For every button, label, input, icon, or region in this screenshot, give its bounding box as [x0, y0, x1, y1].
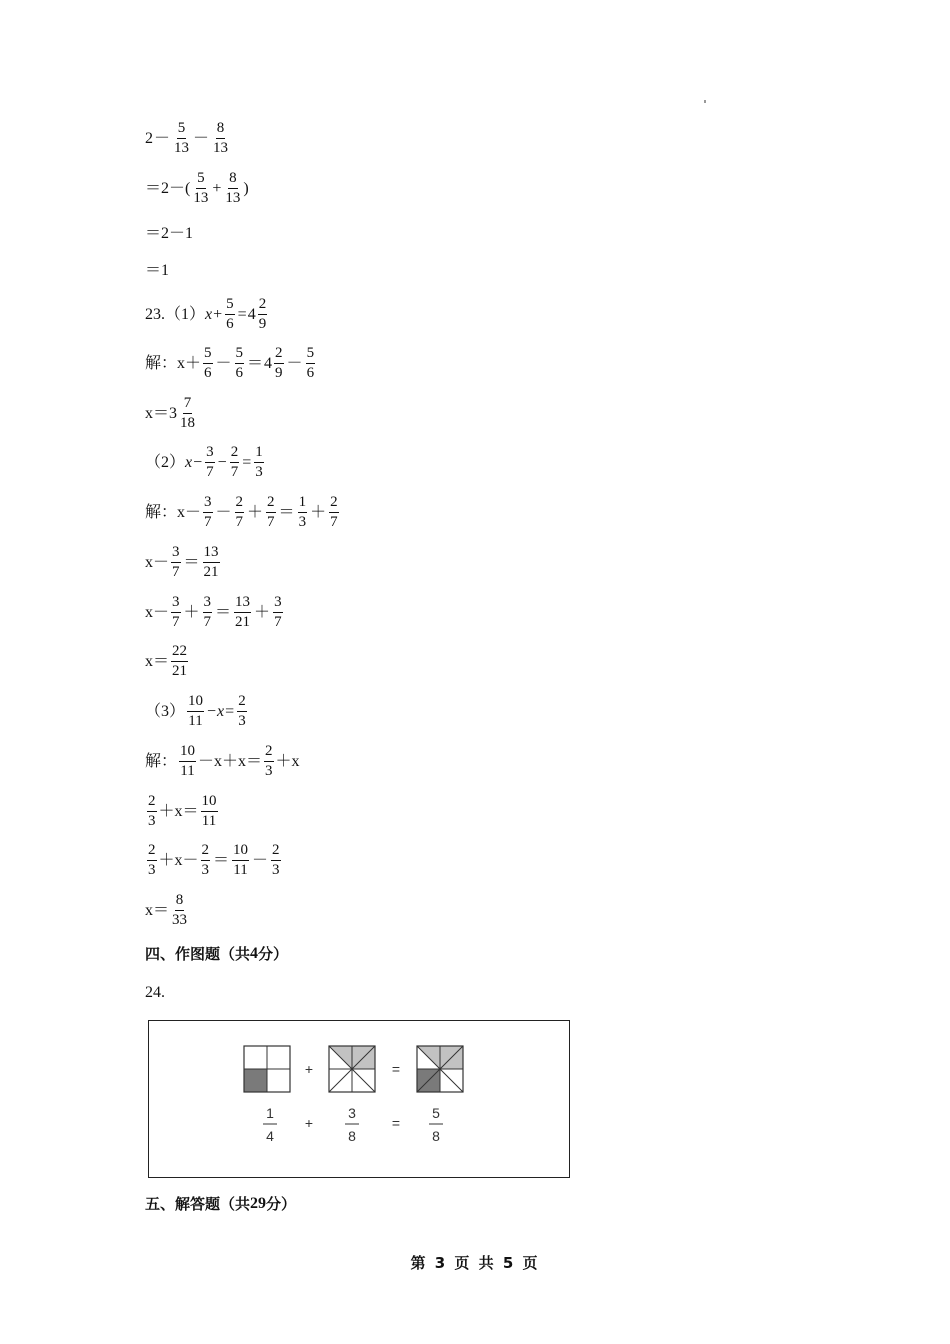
fraction: $\frac{5}{13}$ — [174, 120, 190, 156]
section-heading-answers: 五、解答题（共 29 分） — [145, 1194, 297, 1213]
q23-part2-equation: （2） x − $\frac{3}{7}$ − $\frac{2}{7}$ = $\frac{1}{3}$ — [145, 444, 263, 480]
fraction: $\frac{8}{13}$ — [213, 120, 229, 156]
q23-part3-step2: $\frac{2}{3}$ ＋x＝ $\frac{10}{11}$ — [148, 793, 217, 829]
svg-text:1: 1 — [266, 1105, 274, 1121]
q23-part2-step2: x－ $\frac{3}{7}$ ＝ $\frac{13}{21}$ — [145, 544, 219, 580]
q23-part1-step1: 解：x＋ $\frac{5}{6}$ － $\frac{5}{6}$ ＝ 4 $\frac{2}{9}$ － $\frac{5}{6}$ — [145, 345, 315, 381]
svg-text:3: 3 — [348, 1105, 356, 1121]
calc-line-3: ＝2－1 — [145, 225, 194, 242]
scan-speck — [704, 100, 706, 103]
fraction-figure-box — [148, 1020, 570, 1178]
eighths-square-three — [329, 1046, 375, 1092]
q23-part1-equation: 23.（1） x + $\frac{5}{6}$ = 4 $\frac{2}{9}$ — [145, 296, 267, 332]
page-footer: 第 3 页 共 5 页 — [410, 1254, 540, 1272]
q23-part2-step1: 解：x－ $\frac{3}{7}$ － $\frac{2}{7}$ ＋ $\frac{2}{7}$ ＝ $\frac{1}{3}$ ＋ $\frac{2}{7}$ — [145, 494, 338, 530]
equals-sign: = — [391, 1061, 401, 1077]
eighths-square-five — [417, 1046, 463, 1092]
plus-sign: + — [304, 1115, 314, 1131]
calc-line-4: ＝1 — [145, 262, 170, 279]
svg-text:8: 8 — [432, 1128, 440, 1144]
q23-part2-answer: x＝ $\frac{22}{21}$ — [145, 643, 188, 679]
calc-line-1: 2 － $\frac{5}{13}$ － $\frac{8}{13}$ — [145, 120, 229, 156]
q23-part3-step3: $\frac{2}{3}$ ＋x－ $\frac{2}{3}$ ＝ $\frac{10}{11}$ － $\frac{2}{3}$ — [148, 842, 280, 878]
fraction-addition-diagram — [149, 1021, 568, 1176]
quarter-square — [244, 1046, 290, 1092]
svg-text:4: 4 — [266, 1128, 274, 1144]
section-heading-drawing: 四、作图题（共 4 分） — [145, 944, 289, 963]
plus-sign: + — [304, 1061, 314, 1077]
fraction: $\frac{5}{13}$ — [193, 170, 209, 206]
equals-sign: = — [391, 1115, 401, 1131]
svg-text:8: 8 — [348, 1128, 356, 1144]
q23-part3-step1: 解： $\frac{10}{11}$ －x＋x＝ $\frac{2}{3}$ ＋x — [145, 743, 300, 779]
fraction-label-one-quarter — [263, 1105, 277, 1144]
q23-part3-answer: x＝ $\frac{8}{33}$ — [145, 892, 188, 928]
fraction-label-three-eighths — [345, 1105, 359, 1144]
q23-part1-answer: x＝3 $\frac{7}{18}$ — [145, 395, 196, 431]
fraction-label-five-eighths — [429, 1105, 443, 1144]
number: 2 — [145, 129, 153, 147]
svg-text:5: 5 — [432, 1105, 440, 1121]
calc-line-2: ＝2－( $\frac{5}{13}$ + $\frac{8}{13}$ ) — [145, 170, 249, 206]
q23-part2-step3: x－ $\frac{3}{7}$ ＋ $\frac{3}{7}$ ＝ $\frac{13}{21}$ ＋ $\frac{3}{7}$ — [145, 594, 282, 630]
question-number-24: 24. — [145, 984, 165, 1001]
fraction: $\frac{8}{13}$ — [225, 170, 241, 206]
q23-part3-equation: （3） $\frac{10}{11}$ − x = $\frac{2}{3}$ — [145, 693, 246, 729]
